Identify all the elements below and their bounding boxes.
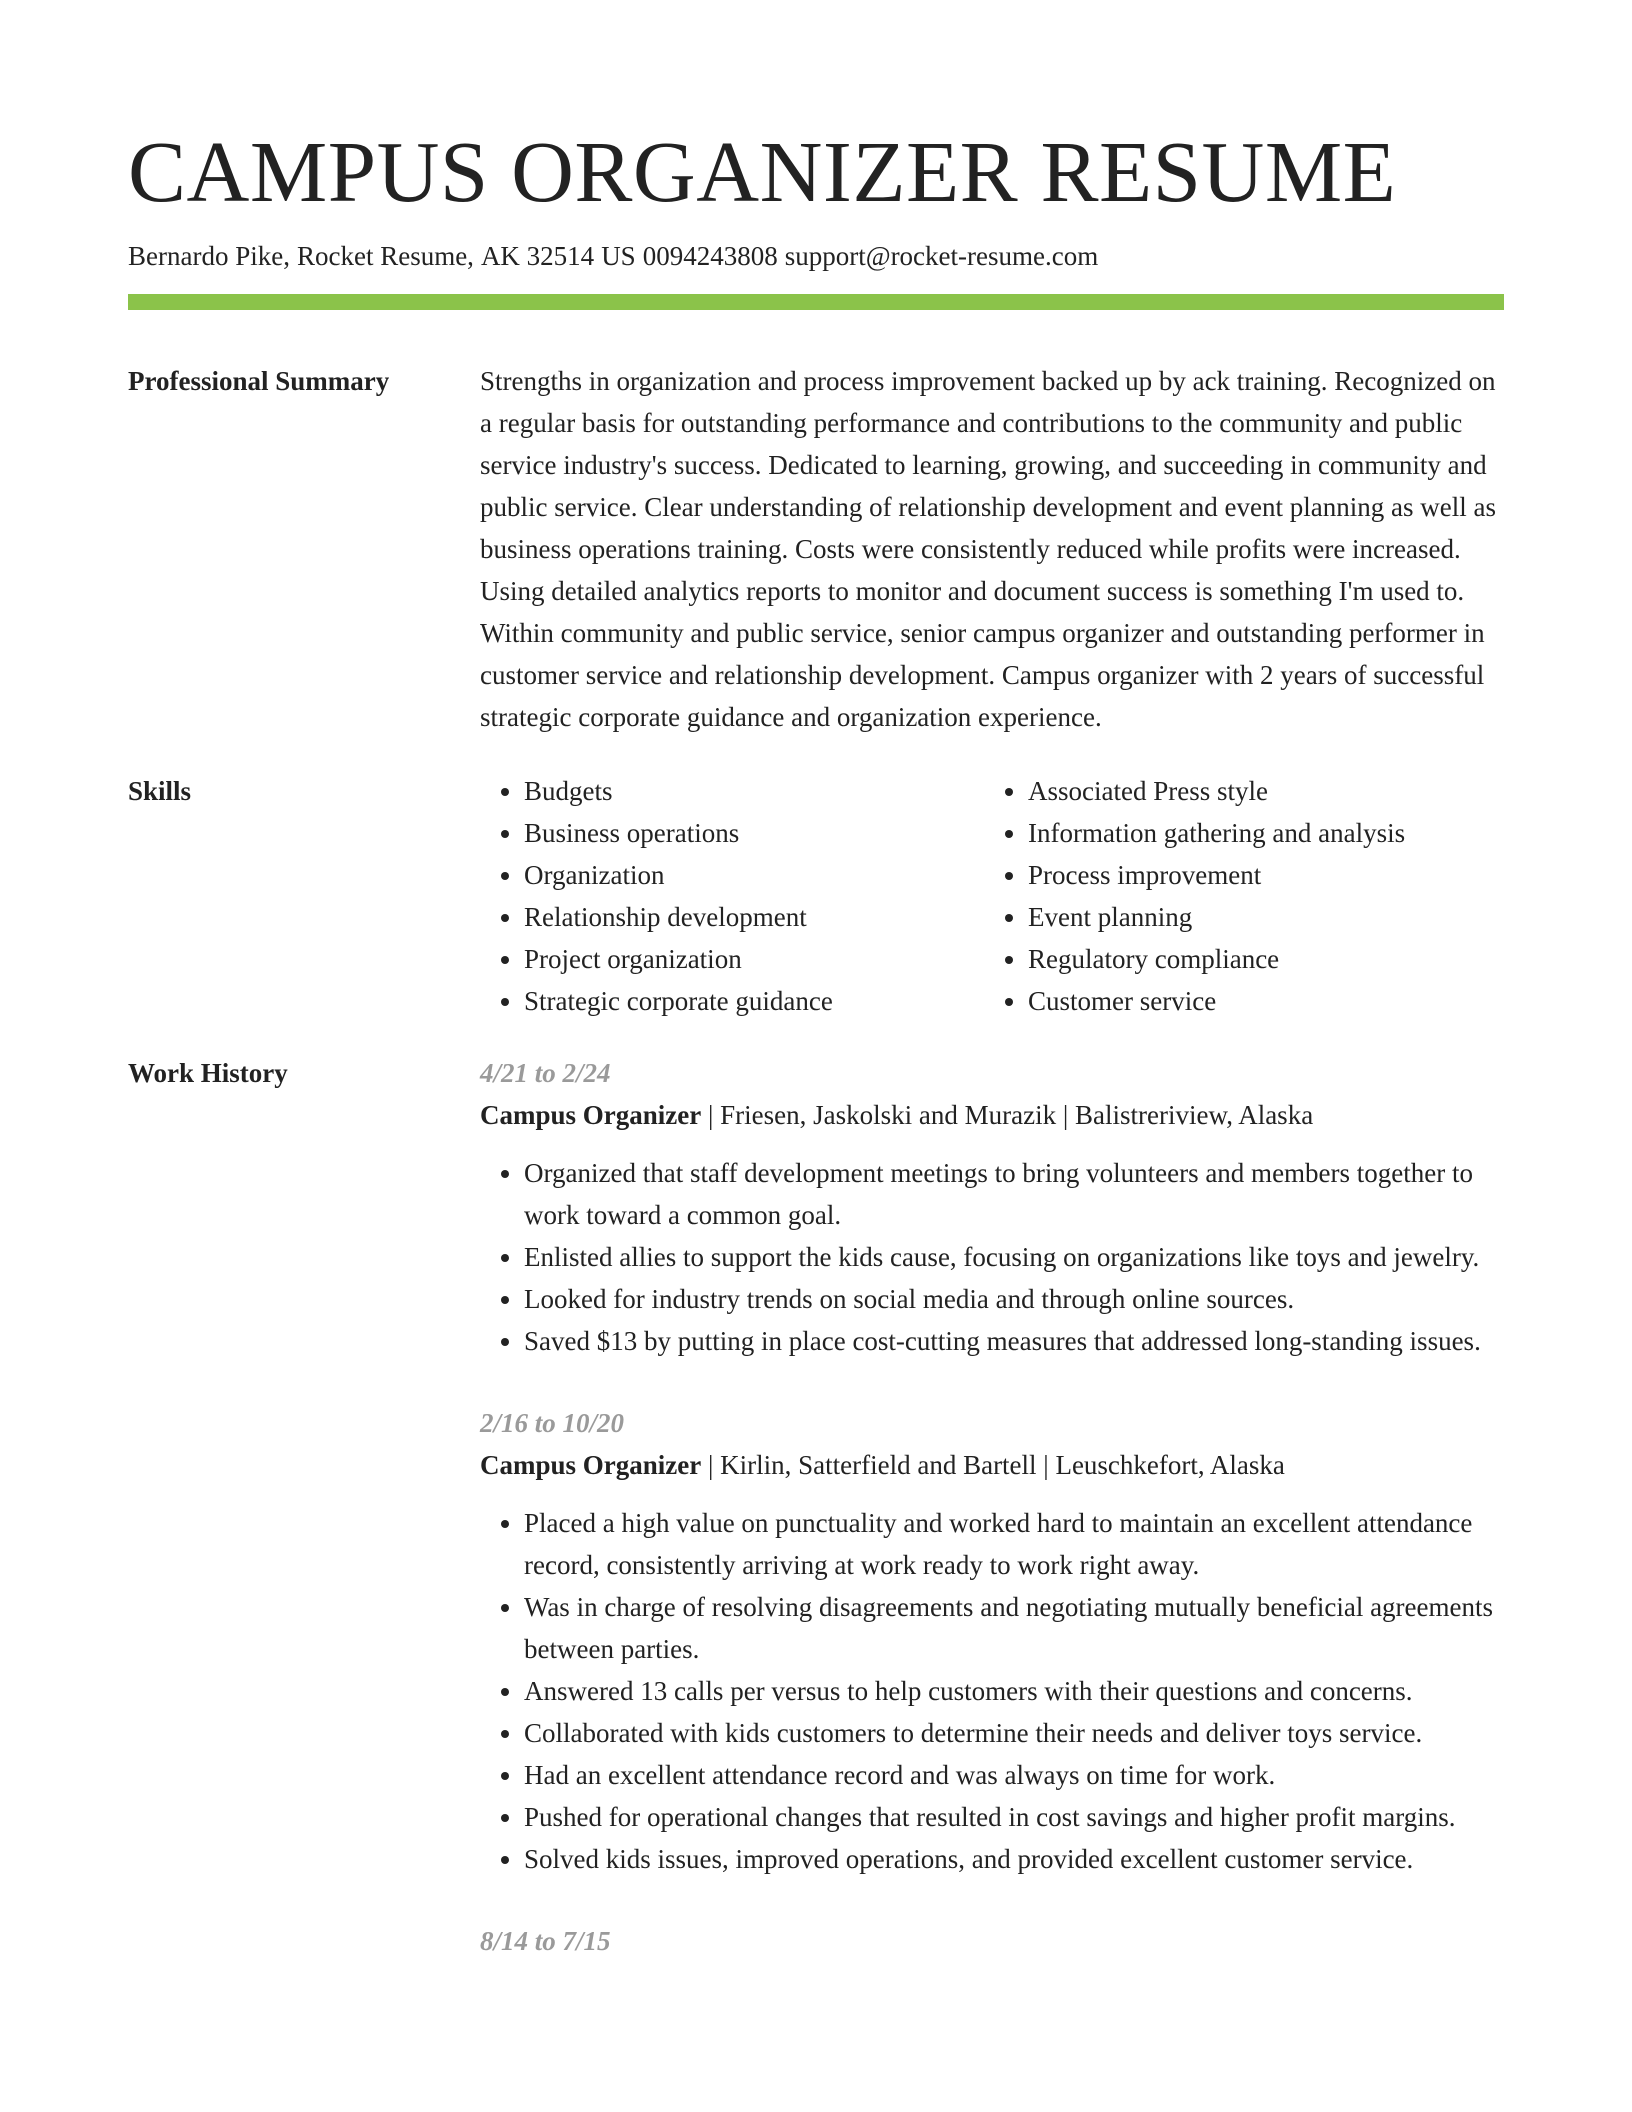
work-history-body xyxy=(480,1052,1504,2002)
skill-item: • Event planning xyxy=(1028,896,1488,938)
skills-grid xyxy=(480,770,1504,1022)
summary-heading: Professional Summary xyxy=(128,366,390,396)
job-bullet: • Enlisted allies to support the kids cause, focusing on organizations like toys and jewelry. xyxy=(524,1236,1504,1278)
work-history-heading: Work History xyxy=(128,1058,288,1088)
job-dates: 8/14 to 7/15 xyxy=(480,1926,611,1956)
job-bullet: • Pushed for operational changes that resulted in cost savings and higher profit margins. xyxy=(524,1796,1504,1838)
skill-item: • Associated Press style xyxy=(1028,770,1488,812)
skill-item: • Relationship development xyxy=(524,896,984,938)
resume-title: CAMPUS ORGANIZER RESUME xyxy=(128,123,1397,220)
job-bullet: • Answered 13 calls per versus to help customers with their questions and concerns. xyxy=(524,1670,1504,1712)
skill-item: • Project organization xyxy=(524,938,984,980)
contact-country: US xyxy=(601,241,636,271)
job-title-line xyxy=(480,1444,1504,1486)
job-details: | Kirlin, Satterfield and Bartell | Leuschkefort, Alaska xyxy=(701,1450,1285,1480)
skill-item: • Process improvement xyxy=(1028,854,1488,896)
contact-city: Rocket Resume, xyxy=(296,241,474,271)
job-bullets xyxy=(480,1502,1504,1880)
job-bullet: • Placed a high value on punctuality and worked hard to maintain an excellent attendance record, consistently arriving at work ready to work right away. xyxy=(524,1502,1504,1586)
skill-item: • Budgets xyxy=(524,770,984,812)
job-bullet: • Looked for industry trends on social media and through online sources. xyxy=(524,1278,1504,1320)
job-role: Campus Organizer xyxy=(480,1100,702,1130)
job-dates: 4/21 to 2/24 xyxy=(480,1058,611,1088)
summary-section xyxy=(128,360,1504,738)
skills-list-left xyxy=(480,770,984,1022)
job-bullet: • Saved $13 by putting in place cost-cutting measures that addressed long-standing issues. xyxy=(524,1320,1504,1362)
skill-item: • Regulatory compliance xyxy=(1028,938,1488,980)
job-bullet: • Was in charge of resolving disagreements and negotiating mutually beneficial agreements between parties. xyxy=(524,1586,1504,1670)
skill-item: • Business operations xyxy=(524,812,984,854)
work-history-section xyxy=(128,1052,1504,2002)
skill-item: • Information gathering and analysis xyxy=(1028,812,1488,854)
contact-email: support@rocket-resume.com xyxy=(784,241,1099,271)
job-entry xyxy=(480,1402,1504,1880)
summary-text: Strengths in organization and process improvement backed up by ack training. Recognized on a regular basis for outstanding performance and contributions to the community and public service industry's success. Dedicated to learning, growing, and succeeding in community and public service. Clear understanding of relationship development and event planning as well as business operations training. Costs were consistently reduced while profits were increased. Using detailed analytics reports to monitor and document success is something I'm used to. Within community and public service, senior campus organizer and outstanding performer in customer service and relationship development. Campus organizer with 2 years of successful strategic corporate guidance and organization experience. xyxy=(480,366,1496,732)
job-entry xyxy=(480,1920,1504,1962)
skills-section xyxy=(128,770,1504,1022)
job-role: Campus Organizer xyxy=(480,1450,702,1480)
contact-state-zip: AK 32514 xyxy=(480,241,595,271)
job-bullet: • Collaborated with kids customers to determine their needs and deliver toys service. xyxy=(524,1712,1504,1754)
skills-list-right xyxy=(984,770,1488,1022)
header-divider xyxy=(128,294,1504,310)
job-bullet: • Solved kids issues, improved operations, and provided excellent customer service. xyxy=(524,1838,1504,1880)
skill-item: • Organization xyxy=(524,854,984,896)
skill-item: • Strategic corporate guidance xyxy=(524,980,984,1022)
skills-heading: Skills xyxy=(128,776,192,806)
job-bullets xyxy=(480,1152,1504,1362)
job-bullet: • Had an excellent attendance record and was always on time for work. xyxy=(524,1754,1504,1796)
job-bullet: • Organized that staff development meetings to bring volunteers and members together to work toward a common goal. xyxy=(524,1152,1504,1236)
contact-line xyxy=(128,236,1504,276)
contact-phone: 0094243808 xyxy=(642,241,778,271)
skill-item: • Customer service xyxy=(1028,980,1488,1022)
job-title-line xyxy=(480,1094,1504,1136)
job-dates: 2/16 to 10/20 xyxy=(480,1408,625,1438)
contact-name: Bernardo Pike, xyxy=(128,241,290,271)
job-details: | Friesen, Jaskolski and Murazik | Balistreriview, Alaska xyxy=(701,1100,1314,1130)
job-entry xyxy=(480,1052,1504,1362)
